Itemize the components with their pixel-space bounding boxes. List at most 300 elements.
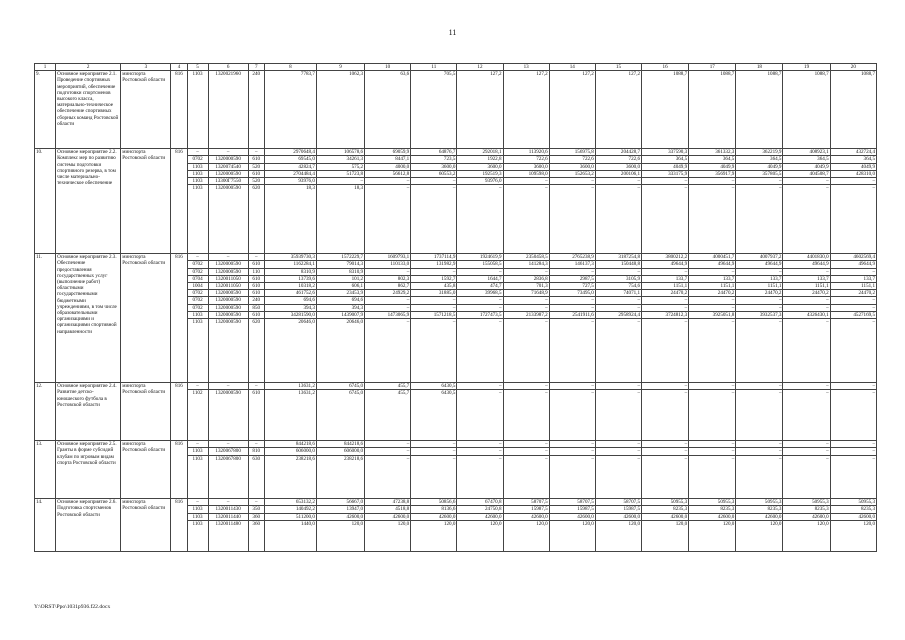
header-cell: 1 (35, 64, 56, 71)
amount-cell: – (549, 304, 595, 311)
amount-cell: 4000451,7 (689, 254, 736, 261)
amount-cell: – (642, 390, 689, 441)
target-code: – (208, 149, 248, 156)
amount-cell: 4518,8 (365, 506, 411, 513)
grbs-code: 816 (171, 149, 187, 254)
amount-cell: – (457, 297, 503, 304)
header-cell: 14 (549, 64, 595, 71)
expense-type-code: – (248, 499, 264, 506)
amount-cell: 3925051,8 (689, 311, 736, 318)
amount-cell: 50955,3 (830, 499, 876, 506)
amount-cell: 754,6 (595, 283, 641, 290)
table-row (35, 383, 877, 390)
amount-cell: – (549, 383, 595, 390)
table-row (35, 254, 877, 261)
amount-cell: 200106,1 (595, 170, 641, 177)
amount-cell: 56612,8 (365, 170, 411, 177)
amount-cell: 362219,9 (736, 149, 783, 156)
amount-cell: 4527169,5 (830, 311, 876, 318)
amount-cell: 64876,7 (411, 149, 457, 156)
amount-cell: 8136,6 (411, 506, 457, 513)
amount-cell: 606000,0 (316, 448, 364, 455)
amount-cell: 6430,5 (411, 383, 457, 390)
amount-cell: 1609793,1 (365, 254, 411, 261)
header-cell: 8 (264, 64, 316, 71)
header-cell: 11 (411, 64, 457, 71)
amount-cell: 3187254,8 (595, 254, 641, 261)
amount-cell: – (689, 383, 736, 390)
amount-cell: 58707,5 (595, 499, 641, 506)
amount-cell: 4049,9 (830, 163, 876, 170)
amount-cell: 56667,0 (316, 499, 364, 506)
target-code: 1320067800 (208, 455, 248, 499)
amount-cell: 204428,7 (595, 149, 641, 156)
amount-cell: 127,2 (595, 71, 641, 149)
section-code: 1103 (187, 448, 208, 455)
header-cell: 7 (248, 64, 264, 71)
amount-cell: 18,3 (264, 185, 316, 254)
amount-cell: 606000,0 (264, 448, 316, 455)
expense-type-code: 360 (248, 520, 264, 551)
amount-cell: 2704484,4 (264, 170, 316, 177)
amount-cell: 1439007,9 (316, 311, 364, 318)
section-code: 1102 (187, 390, 208, 441)
expense-type-code: 610 (248, 261, 264, 268)
amount-cell: 364,5 (830, 156, 876, 163)
measure-name: Основное мероприятие 2.5. Гранты в форме субсидий клубам по игровым видам спорта Ростовской области (56, 441, 121, 499)
amount-cell: 120,0 (689, 520, 736, 551)
amount-cell: 131982,9 (411, 261, 457, 268)
amount-cell: – (642, 448, 689, 455)
amount-cell: 156975,8 (549, 149, 595, 156)
amount-cell: 42600,0 (503, 513, 549, 520)
amount-cell: 69545,0 (264, 156, 316, 163)
amount-cell: – (595, 185, 641, 254)
amount-cell: 701,3 (503, 283, 549, 290)
amount-cell: 133,7 (642, 275, 689, 282)
measure-name: Основное мероприятие 2.1. Проведение спортивных мероприятий, обеспечение подготовки спортсменов высокого класса, материально-техническое обеспечение спортивных сборных команд Ростовской области (56, 71, 121, 149)
amount-cell: – (689, 319, 736, 383)
amount-cell: 73495,0 (549, 290, 595, 297)
executor: минспорта Ростовской области (121, 254, 171, 383)
amount-cell: – (411, 319, 457, 383)
row-number: 10. (35, 149, 56, 254)
amount-cell: – (549, 441, 595, 448)
target-code: 1320000590 (208, 170, 248, 177)
row-number: 12. (35, 383, 56, 441)
amount-cell: 1644,7 (457, 275, 503, 282)
amount-cell: – (503, 268, 549, 275)
amount-cell: – (411, 441, 457, 448)
amount-cell: 357805,5 (736, 170, 783, 177)
section-code: 1004 (187, 283, 208, 290)
amount-cell: – (736, 268, 783, 275)
row-number: 14. (35, 499, 56, 552)
amount-cell: – (457, 383, 503, 390)
amount-cell: 455,7 (365, 390, 411, 441)
measure-name: Основное мероприятие 2.6. Подготовка спортсменов Ростовской области (56, 499, 121, 552)
section-code: 0702 (187, 268, 208, 275)
amount-cell: – (365, 178, 411, 185)
amount-cell: 4401830,0 (783, 254, 830, 261)
amount-cell: 109598,0 (503, 170, 549, 177)
expense-type-code: 630 (248, 455, 264, 499)
target-code: 1320011480 (208, 520, 248, 551)
amount-cell: 6430,5 (411, 390, 457, 441)
measure-name: Основное мероприятие 2.3. Обеспечение предоставления государственных услуг (выполнение работ) областными государственными бюджетными учреждениями, в том числе образовательными организациями и организациями спортивной направленности (56, 254, 121, 383)
amount-cell: – (783, 297, 830, 304)
amount-cell: 238218,6 (264, 455, 316, 499)
amount-cell: – (642, 319, 689, 383)
amount-cell: 42600,0 (365, 513, 411, 520)
amount-cell: 15987,5 (595, 506, 641, 513)
amount-cell: 58707,5 (549, 499, 595, 506)
amount-cell: 150448,8 (595, 261, 641, 268)
amount-cell: – (503, 297, 549, 304)
amount-cell: 653132,2 (264, 499, 316, 506)
header-cell: 19 (783, 64, 830, 71)
section-code: 1103 (187, 319, 208, 383)
target-code: 1320011430 (208, 506, 248, 513)
amount-cell: 4049,9 (642, 163, 689, 170)
amount-cell: 24470,2 (689, 290, 736, 297)
header-cell: 16 (642, 64, 689, 71)
amount-cell: – (595, 297, 641, 304)
amount-cell: 802,3 (365, 275, 411, 282)
amount-cell: 34261,3 (316, 156, 364, 163)
amount-cell: – (365, 441, 411, 448)
table-row (35, 499, 877, 506)
amount-cell: – (689, 304, 736, 311)
amount-cell: – (365, 185, 411, 254)
amount-cell: – (503, 185, 549, 254)
amount-cell: – (365, 268, 411, 275)
amount-cell: – (783, 319, 830, 383)
amount-cell: 93976,0 (457, 178, 503, 185)
amount-cell: 152653,2 (549, 170, 595, 177)
amount-cell: 69059,9 (365, 149, 411, 156)
amount-cell: – (783, 448, 830, 455)
amount-cell: 8310,9 (264, 268, 316, 275)
amount-cell: 51723,8 (316, 170, 364, 177)
amount-cell: 120,0 (411, 520, 457, 551)
amount-cell: 120,0 (316, 520, 364, 551)
amount-cell: – (411, 297, 457, 304)
amount-cell: – (457, 441, 503, 448)
amount-cell: 333175,9 (642, 170, 689, 177)
amount-cell: 42600,0 (549, 513, 595, 520)
amount-cell: 133,7 (783, 275, 830, 282)
row-number: 13. (35, 441, 56, 499)
amount-cell: – (365, 319, 411, 383)
amount-cell: 49644,9 (736, 261, 783, 268)
expense-type-code: 610 (248, 311, 264, 318)
amount-cell: 120,0 (830, 520, 876, 551)
amount-cell: 3600,0 (411, 163, 457, 170)
amount-cell: 1727473,5 (457, 311, 503, 318)
amount-cell: – (830, 441, 876, 448)
target-code: – (208, 254, 248, 261)
amount-cell: 1572229,7 (316, 254, 364, 261)
amount-cell: 101,2 (316, 275, 364, 282)
amount-cell: 58707,5 (503, 499, 549, 506)
amount-cell: – (830, 448, 876, 455)
amount-cell: 50955,3 (736, 499, 783, 506)
amount-cell: 120,0 (365, 520, 411, 551)
amount-cell: 106578,6 (316, 149, 364, 156)
grbs-code: 816 (171, 254, 187, 383)
amount-cell: 2765238,9 (549, 254, 595, 261)
amount-cell: 2836,8 (503, 275, 549, 282)
section-code: 1103 (187, 170, 208, 177)
amount-cell: – (503, 383, 549, 390)
amount-cell: – (689, 185, 736, 254)
amount-cell: 4007937,2 (736, 254, 783, 261)
amount-cell: 2541911,6 (549, 311, 595, 318)
amount-cell: 133,7 (736, 275, 783, 282)
amount-cell: – (642, 178, 689, 185)
amount-cell: 2987,5 (549, 275, 595, 282)
expense-type-code: 610 (248, 275, 264, 282)
amount-cell: – (595, 178, 641, 185)
executor: минспорта Ростовской области (121, 441, 171, 499)
amount-cell: 24929,2 (365, 290, 411, 297)
amount-cell: – (411, 268, 457, 275)
amount-cell: 292018,1 (457, 149, 503, 156)
measure-name: Основное мероприятие 2.4. Развитие детско-юношеского футбола в Ростовской области (56, 383, 121, 441)
target-code: 1320000590 (208, 268, 248, 275)
amount-cell: 120,0 (783, 520, 830, 551)
amount-cell: – (830, 383, 876, 390)
section-code: 0702 (187, 304, 208, 311)
amount-cell: 49644,9 (830, 261, 876, 268)
amount-cell: – (783, 441, 830, 448)
section-code: – (187, 441, 208, 448)
amount-cell: – (549, 455, 595, 499)
amount-cell: 4326430,1 (783, 311, 830, 318)
amount-cell: – (736, 383, 783, 390)
section-code: – (187, 149, 208, 156)
amount-cell: – (689, 178, 736, 185)
amount-cell: – (549, 268, 595, 275)
expense-type-code: 810 (248, 448, 264, 455)
amount-cell: 2133987,2 (503, 311, 549, 318)
amount-cell: 24470,2 (783, 290, 830, 297)
grbs-code: 816 (171, 499, 187, 552)
table-row (35, 441, 877, 448)
amount-cell: 67470,8 (457, 499, 503, 506)
section-code: 1103 (187, 311, 208, 318)
target-code: 1320000590 (208, 156, 248, 163)
amount-cell: 4602569,4 (830, 254, 876, 261)
amount-cell: 474,7 (457, 283, 503, 290)
target-code: 1320000590 (208, 290, 248, 297)
amount-cell: 8235,3 (736, 506, 783, 513)
grbs-code: 816 (171, 441, 187, 499)
amount-cell: 42600,0 (830, 513, 876, 520)
amount-cell: 42600,0 (316, 513, 364, 520)
amount-cell: 42600,0 (642, 513, 689, 520)
target-code: 1320067800 (208, 448, 248, 455)
amount-cell: 6745,0 (316, 383, 364, 390)
amount-cell: – (783, 268, 830, 275)
expense-type-code: – (248, 383, 264, 390)
expense-type-code: – (248, 441, 264, 448)
amount-cell: – (549, 390, 595, 441)
amount-cell: 47238,8 (365, 499, 411, 506)
target-code: 1320011050 (208, 283, 248, 290)
amount-cell: 1151,1 (736, 283, 783, 290)
executor: минспорта Ростовской области (121, 383, 171, 441)
amount-cell: 50955,3 (783, 499, 830, 506)
amount-cell: – (549, 448, 595, 455)
amount-cell: 1151,1 (830, 283, 876, 290)
amount-cell: 8235,3 (642, 506, 689, 513)
amount-cell: 18,3 (316, 185, 364, 254)
section-code: 1103 (187, 71, 208, 149)
amount-cell: 4049,9 (783, 163, 830, 170)
amount-cell: – (736, 319, 783, 383)
amount-cell: 3600,0 (503, 163, 549, 170)
amount-cell: 3800212,2 (642, 254, 689, 261)
row-number: 11. (35, 254, 56, 383)
amount-cell: 93976,0 (264, 178, 316, 185)
amount-cell: – (411, 304, 457, 311)
amount-cell: 13631,2 (264, 390, 316, 441)
amount-cell: – (736, 441, 783, 448)
amount-cell: – (642, 297, 689, 304)
row-number: 9. (35, 71, 56, 149)
target-code: 1320000590 (208, 319, 248, 383)
amount-cell: 4049,9 (689, 163, 736, 170)
amount-cell: – (642, 185, 689, 254)
amount-cell: 7783,7 (264, 71, 316, 149)
amount-cell: – (411, 448, 457, 455)
amount-cell: 1151,1 (689, 283, 736, 290)
amount-cell: – (457, 448, 503, 455)
amount-cell: – (830, 297, 876, 304)
target-code: – (208, 441, 248, 448)
amount-cell: 722,6 (595, 156, 641, 163)
amount-cell: 24470,2 (642, 290, 689, 297)
amount-cell: – (689, 268, 736, 275)
target-code: 1320000590 (208, 304, 248, 311)
amount-cell: 50856,6 (411, 499, 457, 506)
amount-cell: – (783, 185, 830, 254)
amount-cell: 8447,1 (365, 156, 411, 163)
measure-name: Основное мероприятие 2.2. Комплекс мер по развитию системы подготовки спортивного резерва, в том числе материально-техническое обеспечение (56, 149, 121, 254)
header-cell: 6 (208, 64, 248, 71)
target-code: 1320074540 (208, 163, 248, 170)
header-cell: 3 (121, 64, 171, 71)
section-code: 1103 (187, 506, 208, 513)
header-cell: 17 (689, 64, 736, 71)
amount-cell: 337590,3 (642, 149, 689, 156)
amount-cell: – (549, 297, 595, 304)
amount-cell: 13631,2 (264, 383, 316, 390)
amount-cell: 110133,0 (365, 261, 411, 268)
amount-cell: – (689, 455, 736, 499)
amount-cell: – (503, 304, 549, 311)
amount-cell: 1151,1 (783, 283, 830, 290)
section-code: – (187, 383, 208, 390)
amount-cell: 120,0 (736, 520, 783, 551)
executor: минспорта Ростовской области (121, 71, 171, 149)
amount-cell: 15987,5 (549, 506, 595, 513)
amount-cell: 408923,1 (783, 149, 830, 156)
amount-cell: 24470,2 (830, 290, 876, 297)
table-header-row (35, 64, 877, 71)
amount-cell: 364,5 (783, 156, 830, 163)
amount-cell: 404508,7 (783, 170, 830, 177)
table-row (35, 149, 877, 156)
expense-type-code: 520 (248, 163, 264, 170)
amount-cell: 1088,7 (736, 71, 783, 149)
section-code: 1103 (187, 163, 208, 170)
amount-cell: – (549, 185, 595, 254)
amount-cell: – (736, 448, 783, 455)
amount-cell: – (595, 319, 641, 383)
target-code: 1320000590 (208, 311, 248, 318)
amount-cell: 435,8 (411, 283, 457, 290)
amount-cell: – (595, 448, 641, 455)
amount-cell: 35939730,3 (264, 254, 316, 261)
amount-cell: – (642, 304, 689, 311)
amount-cell: 120,0 (595, 520, 641, 551)
section-code: 0702 (187, 261, 208, 268)
amount-cell: 1088,7 (783, 71, 830, 149)
amount-cell: – (642, 268, 689, 275)
grbs-code: 816 (171, 71, 187, 149)
section-code: 1103 (187, 178, 208, 185)
amount-cell: – (736, 178, 783, 185)
amount-cell: 71648,9 (503, 290, 549, 297)
amount-cell: 723,5 (411, 156, 457, 163)
expense-type-code: 520 (248, 178, 264, 185)
amount-cell: 1571218,5 (411, 311, 457, 318)
amount-cell: 49644,9 (783, 261, 830, 268)
amount-cell: 6745,0 (316, 390, 364, 441)
amount-cell: – (830, 319, 876, 383)
amount-cell: 4049,9 (736, 163, 783, 170)
amount-cell: – (642, 441, 689, 448)
header-cell: 20 (830, 64, 876, 71)
expense-type-code: 360 (248, 513, 264, 520)
section-code: 1103 (187, 185, 208, 254)
amount-cell: – (783, 383, 830, 390)
amount-cell: – (503, 448, 549, 455)
amount-cell: – (595, 268, 641, 275)
amount-cell: 1473065,9 (365, 311, 411, 318)
expense-type-code: 110 (248, 268, 264, 275)
amount-cell: 42600,0 (411, 513, 457, 520)
amount-cell: – (365, 297, 411, 304)
amount-cell: 844218,6 (316, 441, 364, 448)
amount-cell: 4000,0 (365, 163, 411, 170)
amount-cell: – (736, 297, 783, 304)
amount-cell: – (503, 178, 549, 185)
amount-cell: – (457, 304, 503, 311)
amount-cell: – (830, 178, 876, 185)
expense-type-code: 850 (248, 304, 264, 311)
amount-cell: 24470,2 (736, 290, 783, 297)
amount-cell: – (316, 178, 364, 185)
target-code: 1320000590 (208, 261, 248, 268)
amount-cell: 20646,0 (316, 319, 364, 383)
amount-cell: 844218,6 (264, 441, 316, 448)
amount-cell: 3600,0 (549, 163, 595, 170)
amount-cell: 127,2 (549, 71, 595, 149)
